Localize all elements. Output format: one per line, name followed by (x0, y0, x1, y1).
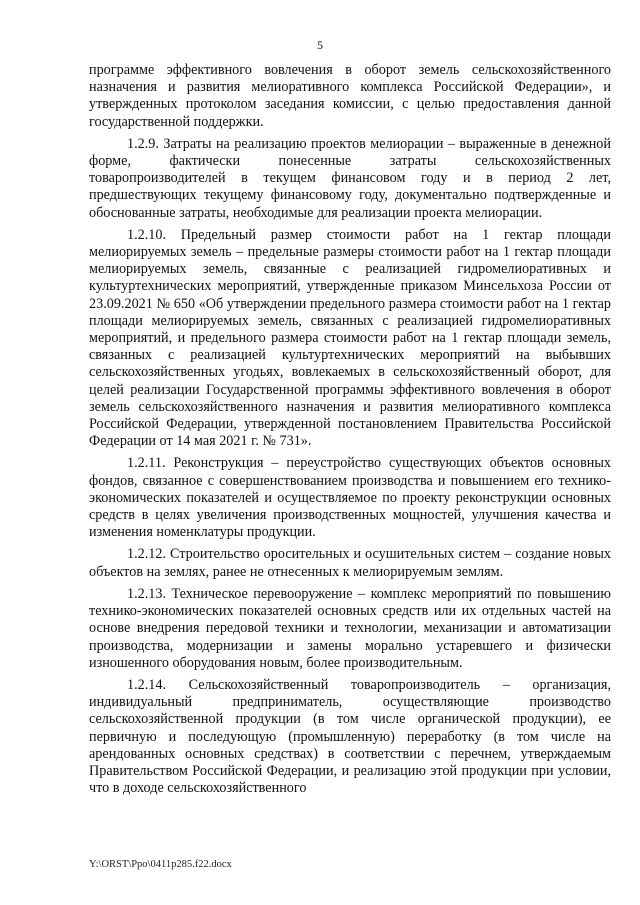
page-number: 5 (317, 38, 323, 52)
clause-1-2-13: 1.2.13. Техническое перевооружение – комплекс мероприятий по повышению технико-экономических показателей основных средств или их отдельных частей на основе внедрения передовой техники и технологии, механизации и автоматизации производства, модернизации и замены морально устаревшего и физически изношенного оборудования новым, более производительным. (89, 585, 611, 671)
clause-1-2-9: 1.2.9. Затраты на реализацию проектов мелиорации – выраженные в денежной форме, фактически понесенные затраты сельскохозяйственных товаропроизводителей в текущем финансовом году и в период 2 лет, предшествующих текущему финансовому году, документально подтвержденные и обоснованные затраты, необходимые для реализации проекта мелиорации. (89, 135, 611, 221)
file-path-footer: Y:\ORST\Ppo\0411p285.f22.docx (89, 859, 232, 870)
clause-1-2-12: 1.2.12. Строительство оросительных и осушительных систем – создание новых объектов на землях, ранее не отнесенных к мелиорируемым землям. (89, 546, 611, 580)
clause-1-2-14: 1.2.14. Сельскохозяйственный товаропроизводитель – организация, индивидуальный предприниматель, осуществляющие производство сельскохозяйственной продукции (в том числе органической продукции), ее первичную и последующую (промышленную) переработку (в том числе на арендованных основных средствах) в соответствии с перечнем, утверждаемым Правительством Российской Федерации, и реализацию этой продукции при условии, что в доходе сельскохозяйственного (89, 676, 611, 797)
clause-1-2-10: 1.2.10. Предельный размер стоимости работ на 1 гектар площади мелиорируемых земель – предельные размеры стоимости работ на 1 гектар площади мелиорируемых земель, связанные с реализацией гидромелиоративных и культуртехнических мероприятий, утвержденные приказом Минсельхоза России от 23.09.2021 № 650 «Об утверждении предельного размера стоимости работ на 1 гектар площади мелиорируемых земель, связанных с реализацией гидромелиоративных мероприятий, и предельного размера стоимости работ на 1 гектар площади земель, связанных с реализацией культуртехнических мероприятий на выбывших сельскохозяйственных угодьях, вовлекаемых в сельскохозяйственный оборот, для целей реализации Государственной программы эффективного вовлечения в оборот земель сельскохозяйственного назначения и развития мелиоративного комплекса Российской Федерации, утвержденной постановлением Правительства Российской Федерации от 14 мая 2021 г. № 731». (89, 226, 611, 450)
paragraph-continuation: программе эффективного вовлечения в оборот земель сельскохозяйственного назначения и развития мелиоративного комплекса Российской Федерации», и утвержденных протоколом заседания комиссии, с целью предоставления данной государственной поддержки. (89, 62, 611, 130)
document-body (89, 62, 611, 802)
clause-1-2-11: 1.2.11. Реконструкция – переустройство существующих объектов основных фондов, связанное с совершенствованием производства и повышением его технико-экономических показателей и осуществляемое по проекту реконструкции основных средств в целях увеличения производственных мощностей, улучшения качества и изменения номенклатуры продукции. (89, 455, 611, 541)
